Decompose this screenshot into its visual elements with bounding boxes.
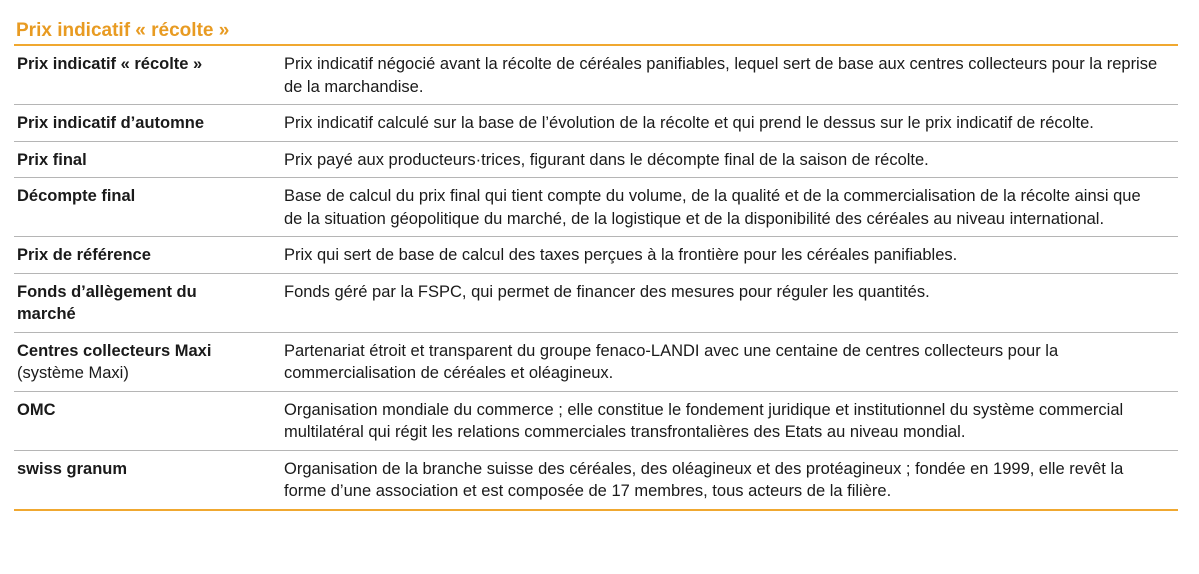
definition-cell: Fonds géré par la FSPC, qui permet de financer des mesures pour réguler les quantités.	[284, 282, 930, 301]
term-label: Fonds d’allègement du marché	[17, 282, 197, 323]
table-row	[14, 392, 1178, 451]
table-row	[14, 105, 1178, 142]
term-cell	[14, 149, 284, 172]
bottom-rule	[14, 509, 1178, 511]
definition-cell: Partenariat étroit et transparent du groupe fenaco-LANDI avec une centaine de centres collecteurs pour la commercialisation de céréales et oléagineux.	[284, 341, 1059, 382]
term-label: Prix de référence	[17, 246, 151, 264]
term-label: Décompte final	[17, 187, 136, 205]
definition-cell: Prix indicatif calculé sur la base de l’évolution de la récolte et qui prend le dessus sur le prix indicatif de récolte.	[284, 114, 1094, 132]
section-title: Prix indicatif « récolte »	[16, 20, 230, 41]
term-cell	[14, 281, 284, 326]
definition-cell: Prix qui sert de base de calcul des taxes perçues à la frontière pour les céréales panifiables.	[284, 246, 958, 264]
table-row	[14, 333, 1178, 392]
term-label: Centres collecteurs Maxi	[17, 341, 212, 360]
term-cell	[14, 112, 284, 135]
table-row	[14, 451, 1178, 509]
term-label: Prix indicatif d’automne	[17, 114, 205, 132]
definition-cell: Base de calcul du prix final qui tient compte du volume, de la qualité et de la commercialisation de la récolte ainsi que de la situation géopolitique du marché, de la logistique et de la disponibilité des céréales au niveau international.	[284, 187, 1141, 228]
definition-cell: Prix indicatif négocié avant la récolte de céréales panifiables, lequel sert de base aux centres collecteurs pour la reprise de la marchandise.	[284, 55, 1158, 96]
term-label: OMC	[17, 400, 56, 419]
definition-cell: Organisation de la branche suisse des céréales, des oléagineux et des protéagineux ; fondée en 1999, elle revêt la forme d’une association et est composée de 17 membres, tous acteurs de la filière.	[284, 459, 1124, 500]
term-cell	[14, 185, 284, 230]
table-row	[14, 142, 1178, 179]
definition-cell: Organisation mondiale du commerce ; elle constitue le fondement juridique et institutionnel du système commercial multilatéral qui régit les relations commerciales transfrontalières des Etats au niveau mondial.	[284, 400, 1124, 441]
glossary-table	[14, 46, 1178, 509]
term-label: Prix final	[17, 150, 87, 169]
term-cell	[14, 53, 284, 98]
term-label: Prix indicatif « récolte »	[17, 55, 203, 73]
term-label: swiss granum	[17, 459, 128, 478]
table-row	[14, 237, 1178, 274]
table-row	[14, 274, 1178, 333]
term-cell	[14, 340, 284, 385]
term-cell	[14, 244, 284, 267]
term-cell	[14, 399, 284, 444]
table-row	[14, 178, 1178, 237]
term-sublabel: (système Maxi)	[17, 364, 129, 382]
glossary-section	[14, 18, 1178, 511]
table-row	[14, 46, 1178, 105]
definition-cell: Prix payé aux producteurs·trices, figurant dans le décompte final de la saison de récolte.	[284, 150, 929, 169]
term-cell	[14, 458, 284, 503]
